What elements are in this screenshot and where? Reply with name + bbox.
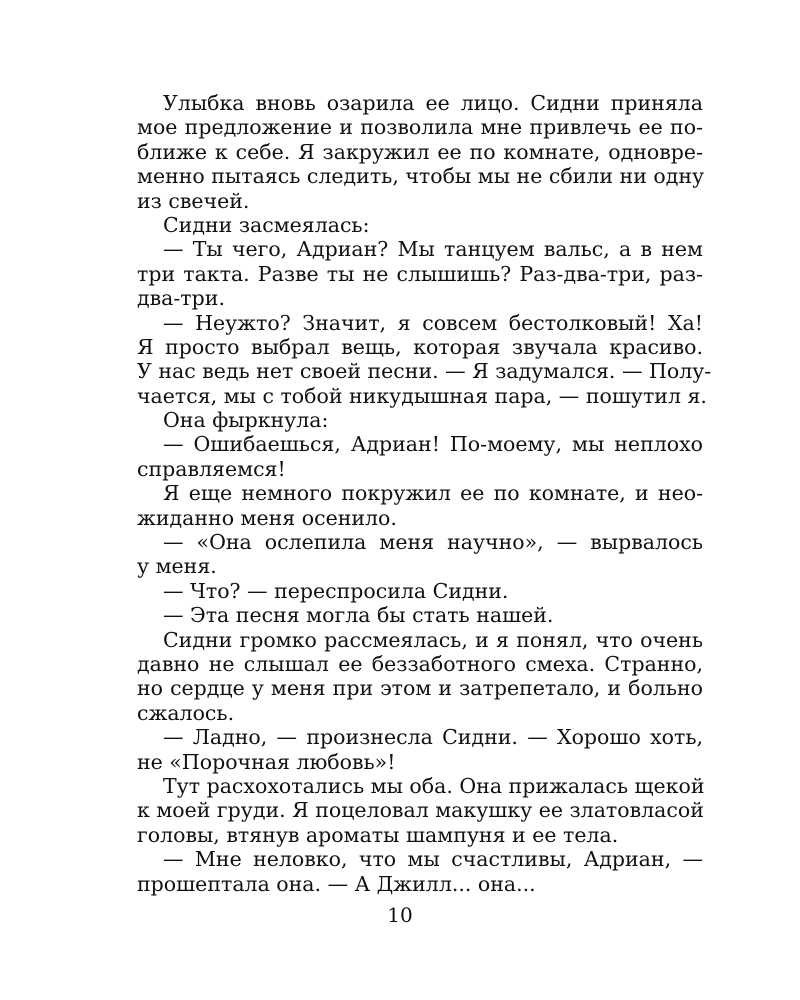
text-line: У нас ведь нет своей песни. — Я задумался. — Полу- [137,359,712,384]
text-line: — Мне неловко, что мы счастливы, Адриан, — [163,847,703,872]
paragraph [137,579,703,603]
paragraph [137,408,703,432]
text-line: к моей груди. Я поцеловал макушку ее златовласой [137,798,704,823]
text-line: Я просто выбрал вещь, которая звучала красиво. [137,334,703,359]
text-line: мое предложение и позволила мне привлечь ее по- [137,115,703,140]
paragraph [137,530,703,579]
text-line: Она фыркнула: [163,408,329,433]
text-line: у меня. [137,554,217,579]
text-line: прошептала она. — А Джилл... она... [137,871,536,896]
paragraph [137,725,703,774]
paragraph [137,628,703,726]
text-line: менно пытаясь следить, чтобы мы не сбили ни одну [137,164,705,189]
text-line: не «Порочная любовь»! [137,749,396,774]
text-line: Тут расхохотались мы оба. Она прижалась щекой [163,773,705,798]
text-line: — Ошибаешься, Адриан! По-моему, мы неплохо [163,432,703,457]
text-line: из свечей. [137,188,250,213]
paragraph [137,213,703,237]
paragraph [137,310,712,409]
book-page-text [137,91,712,896]
paragraph [137,481,703,530]
text-line: жиданно меня осенило. [137,505,397,530]
paragraph [137,91,703,213]
text-line: Сидни засмеялась: [163,212,370,237]
text-line: давно не слышал ее беззаботного смеха. Странно, [137,651,703,676]
text-line: — Ладно, — произнесла Сидни. — Хорошо хоть, [163,725,703,750]
text-line: — Неужто? Значит, я совсем бестолковый! Ха! [163,310,703,335]
paragraph [137,603,703,627]
text-line: — Эта песня могла бы стать нашей. [163,603,554,628]
text-line: два-три. [137,286,225,311]
text-line: ближе к себе. Я закружил ее по комнате, одновре- [137,139,703,164]
text-line: Улыбка вновь озарила ее лицо. Сидни приняла [163,91,703,115]
paragraph [137,847,703,896]
text-line: — Что? — переспросила Сидни. [163,578,509,603]
paragraph [137,774,703,847]
text-line: чается, мы с тобой никудышная пара, — пошутил я. [137,383,707,408]
text-line: сжалось. [137,700,235,725]
text-line: три такта. Разве ты не слышишь? Раз-два-три, раз- [137,261,703,286]
page-number: 10 [387,903,413,927]
text-line: — «Она ослепила меня научно», — вырвалось [163,530,703,555]
paragraph [137,237,703,310]
text-line: справляемся! [137,456,286,481]
paragraph [137,432,703,481]
text-line: но сердце у меня при этом и затрепетало, и больно [137,676,703,701]
text-line: Сидни громко рассмеялась, и я понял, что очень [163,627,703,652]
text-line: Я еще немного покружил ее по комнате, и нео- [163,481,703,506]
text-line: головы, втянув ароматы шампуня и ее тела. [137,822,619,847]
text-line: — Ты чего, Адриан? Мы танцуем вальс, а в нем [163,237,703,262]
